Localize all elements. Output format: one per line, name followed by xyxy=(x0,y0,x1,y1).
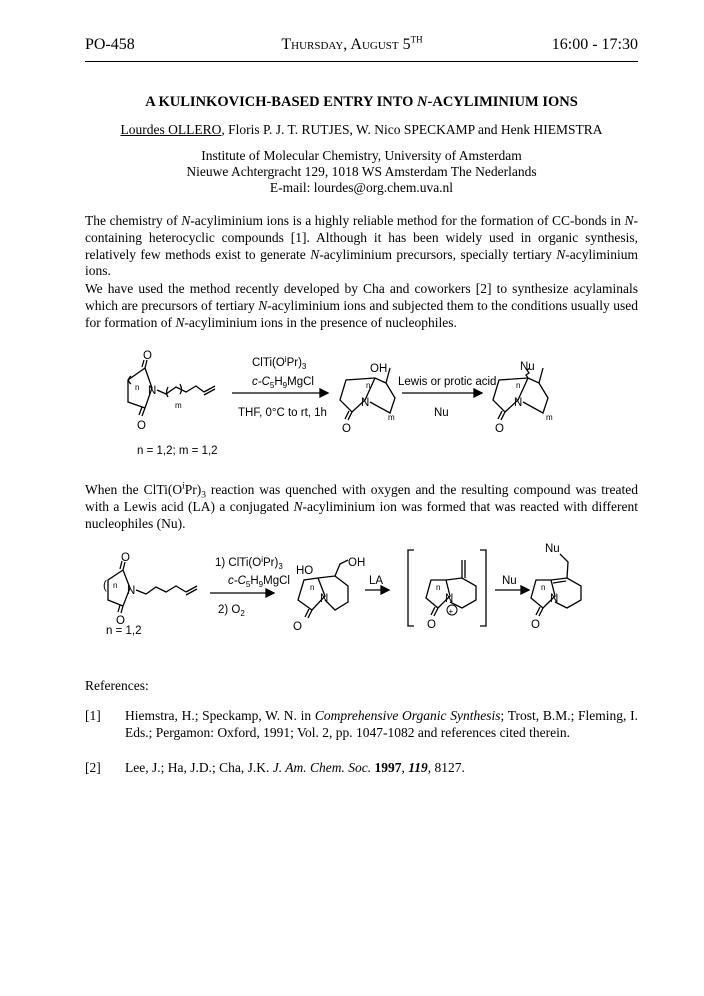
reaction-arrow-1 xyxy=(232,389,328,397)
oh-label: OH xyxy=(348,557,366,569)
atom-n: N xyxy=(148,385,157,397)
text-segment: N xyxy=(175,314,185,330)
abstract-code: PO-458 xyxy=(85,36,135,53)
text-segment: Lee, J.; Ha, J.D.; Cha, J.K. xyxy=(125,760,273,775)
reaction-arrow-5 xyxy=(495,586,529,594)
text-segment: , Floris P. J. T. RUTJES, W. Nico SPECKAMP and Henk HIEMSTRA xyxy=(221,122,603,137)
atom-n: N xyxy=(445,593,454,605)
atom-n: N xyxy=(127,585,136,597)
paragraph-2 xyxy=(85,281,638,331)
text-segment: Pr) xyxy=(184,482,202,497)
header-rule xyxy=(85,61,638,62)
text-segment: N xyxy=(181,213,191,228)
positive-charge: + xyxy=(448,607,454,616)
ho-label: HO xyxy=(296,565,314,577)
institute: Institute of Molecular Chemistry, University of Amsterdam xyxy=(201,148,522,163)
nu-label: Nu xyxy=(520,361,535,373)
hydroxy-lactam-product xyxy=(340,363,395,435)
reference-1 xyxy=(85,708,638,742)
label-m: m xyxy=(175,401,182,410)
reaction-arrow-2 xyxy=(402,389,482,397)
text-segment: -acyliminium ions and subjected them to the conditions usually used for formation of xyxy=(85,297,638,330)
reference-2 xyxy=(85,760,638,777)
paragraph-3 xyxy=(85,482,638,532)
text-segment: The chemistry of xyxy=(85,213,182,228)
step-1-reagent: 1) $ClTi(O^iPr)_3$ xyxy=(215,555,283,571)
reaction-arrow-4 xyxy=(365,586,389,594)
reaction-conditions: THF, 0°C to rt, 1h xyxy=(238,407,327,419)
label-n: n xyxy=(366,381,371,390)
text-segment: J. Am. Chem. Soc. xyxy=(272,760,372,775)
reference-number: [1] xyxy=(85,708,101,723)
text-segment: N xyxy=(417,94,428,110)
text-segment: A KULINKOVICH-BASED ENTRY INTO xyxy=(145,94,418,110)
variables-label: n = 1,2; m = 1,2 xyxy=(137,445,218,457)
reaction-arrow-3 xyxy=(210,589,274,597)
email: E-mail: lourdes@org.chem.uva.nl xyxy=(269,180,454,195)
atom-n: N xyxy=(361,397,370,409)
text-segment: -acyliminium ions. xyxy=(85,246,639,279)
text-segment: Lourdes OLLERO xyxy=(120,122,222,137)
text-segment: i xyxy=(182,481,185,492)
atom-o: O xyxy=(531,619,540,631)
session-day-suffix: TH xyxy=(410,34,423,45)
text-segment: ; Trost, B.M.; Fleming, I. Eds.; Pergamon: Oxford, 1991; Vol. 2, pp. 1047-1082 and references cited therein. xyxy=(125,708,638,740)
label-n: n xyxy=(113,581,118,590)
step-2-oxygen: 2) $O_2$ xyxy=(218,604,245,618)
label-n: n xyxy=(436,583,441,592)
acid-condition: Lewis or protic acid xyxy=(398,376,497,388)
text-segment: -acyliminium ions in the presence of nucleophiles. xyxy=(184,314,457,330)
text-segment: , 8127. xyxy=(427,760,465,775)
label-n: n xyxy=(135,383,140,392)
text-segment: -ACYLIMINIUM IONS xyxy=(427,94,578,110)
step-1-grignard: $c-C_5H_9MgCl$ xyxy=(228,575,290,589)
hydroxymethyl-product xyxy=(293,557,365,633)
address: Nieuwe Achtergracht 129, 1018 WS Amsterdam The Nederlands xyxy=(186,164,537,179)
reference-text xyxy=(125,708,638,742)
text-segment: -acyliminium ions is a highly reliable method for the formation of CC-bonds in xyxy=(190,213,625,228)
starting-imide-2 xyxy=(103,552,197,627)
session-day-text: Thursday, August 5 xyxy=(281,36,411,53)
label-n: n xyxy=(541,583,546,592)
atom-n: N xyxy=(320,593,329,605)
atom-o: O xyxy=(293,621,302,633)
atom-o: O xyxy=(116,615,125,627)
text-segment: N xyxy=(556,246,566,262)
text-segment: reaction was quenched with oxygen and the resulting compound was treated with a Lewis acid (LA) a conjugated xyxy=(85,482,639,514)
label-n: n xyxy=(310,583,315,592)
label-n: n xyxy=(516,381,521,390)
atom-o: O xyxy=(495,423,504,435)
atom-n: N xyxy=(514,397,523,409)
abstract-title xyxy=(85,94,638,111)
nu-substituted-product xyxy=(493,361,553,435)
oh-label: OH xyxy=(370,363,388,375)
atom-n: N xyxy=(550,593,559,605)
reagent-titanium: $ClTi(O^iPr)_3$ xyxy=(252,355,307,371)
acyliminium-intermediate xyxy=(408,550,486,631)
text-segment: , xyxy=(401,760,409,775)
atom-o: O xyxy=(427,619,436,631)
text-segment: N xyxy=(293,498,303,514)
text-segment: N xyxy=(258,297,268,313)
starting-imide-1 xyxy=(128,350,215,432)
text-segment: N xyxy=(624,213,634,228)
session-time: 16:00 - 17:30 xyxy=(551,36,638,53)
reaction-scheme-2 xyxy=(90,540,650,670)
nucleophile-label: Nu xyxy=(502,575,517,587)
atom-o: O xyxy=(137,420,146,432)
paragraph-1 xyxy=(85,213,638,280)
text-segment: -containing heterocyclic compounds [1]. Although it has been widely used in organic synthesis, relatively few methods exist to generate xyxy=(85,213,638,262)
conjugated-product xyxy=(531,543,581,631)
atom-o: O xyxy=(342,423,351,435)
text-segment: Hiemstra, H.; Speckamp, W. N. in xyxy=(125,708,315,723)
references-heading: References: xyxy=(85,678,149,693)
bracket: ( xyxy=(103,580,107,592)
text-segment: When the ClTi(O xyxy=(85,482,183,497)
text-segment: Comprehensive Organic Synthesis xyxy=(314,708,501,723)
label-m: m xyxy=(546,413,553,422)
label-m: m xyxy=(388,413,395,422)
reference-text xyxy=(125,760,638,777)
atom-o: O xyxy=(143,350,152,362)
text-segment: -acyliminium precursors, specially tertiary xyxy=(319,246,557,262)
text-segment: We have used the method recently developed by Cha and coworkers [2] to synthesize acylaminals which are precursors of tertiary xyxy=(85,281,638,313)
variables-label: n = 1,2 xyxy=(106,625,142,637)
nucleophile-label: Nu xyxy=(434,407,449,419)
reaction-scheme-1 xyxy=(90,340,650,470)
atom-o: O xyxy=(121,552,130,564)
lewis-acid-label: LA xyxy=(369,575,384,587)
text-segment: 1997 xyxy=(374,760,402,775)
reagent-grignard: $c-C_5H_9MgCl$ xyxy=(252,376,314,390)
authors xyxy=(85,122,638,138)
text-segment: 119 xyxy=(408,760,428,775)
nu-label: Nu xyxy=(545,543,560,555)
text-segment: N xyxy=(310,246,320,262)
text-segment: 3 xyxy=(201,490,206,501)
text-segment: -acyliminium ion was formed that was reacted with different nucleophiles (Nu). xyxy=(85,498,638,531)
reference-number: [2] xyxy=(85,760,101,775)
